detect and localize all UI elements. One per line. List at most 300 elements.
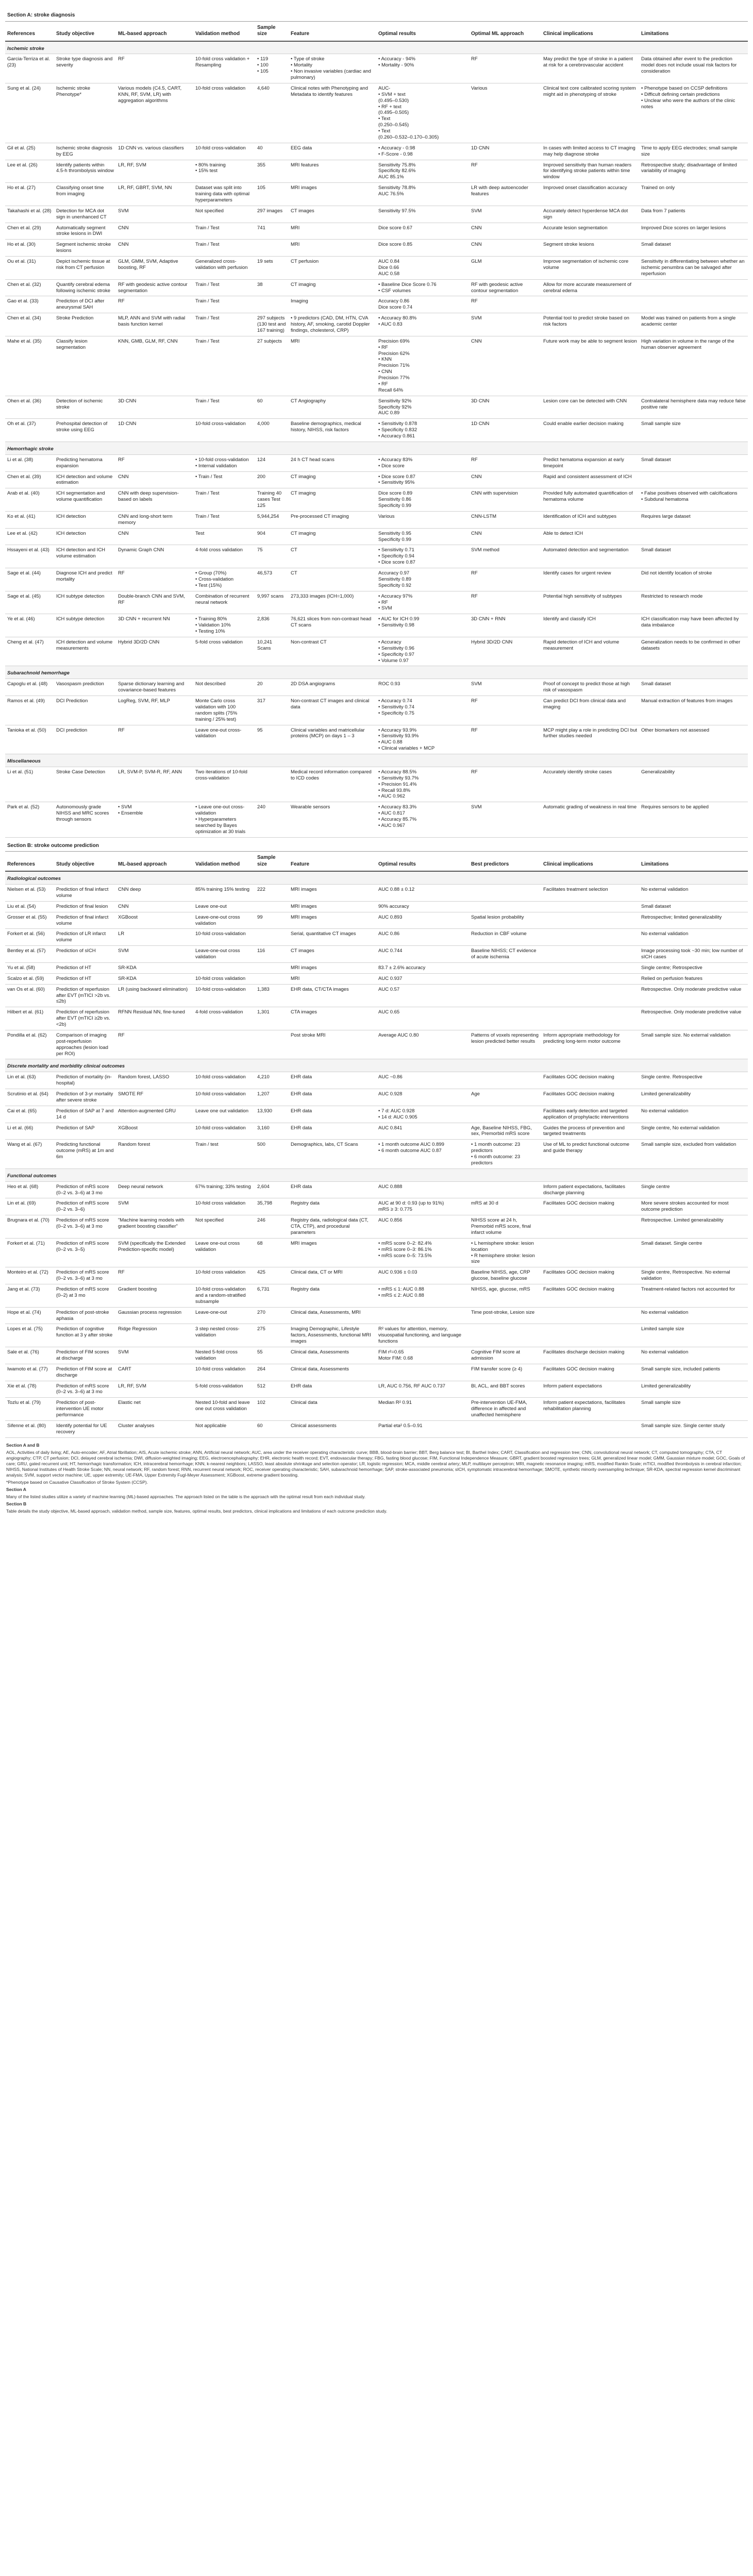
table-row (5, 545, 748, 568)
table-row (5, 1364, 748, 1381)
table-cell: ICH detection (54, 528, 116, 545)
table-cell: MLP, ANN and SVM with radial basis function kernel (116, 313, 193, 336)
table-cell: Not applicable (193, 1420, 255, 1437)
table-cell: SMOTE RF (116, 1089, 193, 1106)
table-cell: • Accuracy 83.3% • AUC 0.817 • Accuracy 85.7% • AUC 0.967 (376, 802, 469, 837)
table-cell: Manual extraction of features from images (639, 696, 748, 725)
table-cell: Jang et al. (73) (5, 1284, 54, 1308)
table-cell: Bentley et al. (57) (5, 946, 54, 963)
table-cell: RF (469, 296, 541, 313)
table-cell: Able to detect ICH (541, 528, 639, 545)
table-cell: Retrospective; limited generalizability (639, 912, 748, 929)
table-cell: Prediction of reperfusion after EVT (mTICI >2b vs. ≤2b) (54, 984, 116, 1007)
table-cell: EEG data (289, 143, 376, 160)
table-cell: • SVM • Ensemble (116, 802, 193, 837)
table-cell: • Phenotype based on CCSP definitions • Difficult defining certain predictions • Unclear who were the authors of the clinic notes (639, 83, 748, 143)
table-cell: RF (116, 725, 193, 754)
table-cell (255, 973, 289, 984)
table-cell: High variation in volume in the range of the human observer agreement (639, 336, 748, 396)
column-header: Clinical implications (541, 21, 639, 41)
table-cell: Facilitates GOC decision making (541, 1364, 639, 1381)
table-cell: Stroke type diagnosis and severity (54, 54, 116, 83)
table-cell: • Train / Test (193, 471, 255, 488)
table-cell: Segment ischemic stroke lesions (54, 240, 116, 257)
table-cell: Tanioka et al. (50) (5, 725, 54, 754)
table-cell: ICH detection and volume measurements (54, 637, 116, 666)
table-cell: AUC 0.937 (376, 973, 469, 984)
table-cell: Rapid and consistent assessment of ICH (541, 471, 639, 488)
table-cell: 270 (255, 1307, 289, 1324)
group-title: Discrete mortality and morbidity clinical outcomes (5, 1059, 748, 1072)
table-cell: • 9 predictors (CAD, DM, HTN, CVA history, AF, smoking, carotid Doppler findings, cholesterol, CRP) (289, 313, 376, 336)
table-cell: LogReg, SVM, RF, MLP (116, 696, 193, 725)
table-cell: 10-fold cross-validation and a random-stratified subsample (193, 1284, 255, 1308)
table-cell: CNN (469, 471, 541, 488)
table-cell: AUC 0.893 (376, 912, 469, 929)
table-cell: Ko et al. (41) (5, 511, 54, 528)
table-cell: Sensitivity 75.8% Specificity 82.6% AUC 85.1% (376, 160, 469, 183)
table-cell: Small dataset (639, 679, 748, 696)
table-cell (255, 901, 289, 912)
table-cell: EHR data (289, 1106, 376, 1123)
table-cell: Test (193, 528, 255, 545)
table-row (5, 962, 748, 973)
table-cell: Inform patient expectations, facilitates rehabilitation planning (541, 1398, 639, 1421)
table-cell: Gao et al. (33) (5, 296, 54, 313)
table-cell: "Machine learning models with gradient boosting classifier" (116, 1215, 193, 1239)
table-row (5, 973, 748, 984)
table-cell: RF (469, 767, 541, 802)
table-cell: Facilitates discharge decision making (541, 1347, 639, 1364)
table-cell: • Accuracy • Sensitivity 0.96 • Specificity 0.97 • Volume 0.97 (376, 637, 469, 666)
table-cell: FIM r²=0.65 Motor FIM: 0.68 (376, 1347, 469, 1364)
table-cell: Small dataset (639, 454, 748, 471)
table-row (5, 83, 748, 143)
table-cell: MRI images (289, 901, 376, 912)
table-cell: Random forest, LASSO (116, 1072, 193, 1089)
table-cell: Clinical variables and matricellular proteins (MCP) on days 1 – 3 (289, 725, 376, 754)
table-cell: Comparison of imaging post-reperfusion approaches (lesion load per ROI) (54, 1030, 116, 1059)
table-cell: SVM (469, 206, 541, 223)
section-title: Section B: stroke outcome prediction (5, 837, 748, 852)
table-cell: No external validation (639, 1307, 748, 1324)
table-row (5, 511, 748, 528)
group-title: Radiological outcomes (5, 871, 748, 884)
group-title: Functional outcomes (5, 1168, 748, 1181)
table-cell: RF (469, 568, 541, 591)
table-cell: 4-fold cross-validation (193, 1007, 255, 1030)
table-cell: Wang et al. (67) (5, 1140, 54, 1169)
table-row (5, 143, 748, 160)
table-cell: 5-fold cross-validation (193, 1381, 255, 1398)
table-cell: 3,160 (255, 1123, 289, 1140)
table-cell: EHR data (289, 1123, 376, 1140)
table-cell: Automatically segment stroke lesions in DWI (54, 223, 116, 240)
table-cell: Train / Test (193, 336, 255, 396)
table-row (5, 1072, 748, 1089)
table-cell: Train / Test (193, 240, 255, 257)
table-cell: Small sample size. No external validation (639, 1030, 748, 1059)
table-cell: Prediction of HT (54, 973, 116, 984)
table-cell: Single centre; Retrospective (639, 962, 748, 973)
table-cell: Retrospective. Only moderate predictive value (639, 984, 748, 1007)
table-cell: RF with geodesic active contour segmentation (469, 279, 541, 296)
table-cell: LR, RF, SVM (116, 160, 193, 183)
table-cell: Vasospasm prediction (54, 679, 116, 696)
table-cell: 10-fold cross-validation (193, 929, 255, 946)
footnote-a-text: Many of the listed studies utilize a variety of machine learning (ML)-based approaches. The approach listed on the table is the approach with the optimal result from each individual study. (6, 1494, 366, 1499)
table-cell: Chen et al. (34) (5, 313, 54, 336)
table-cell: • 119 • 100 • 105 (255, 54, 289, 83)
table-row (5, 885, 748, 902)
table-cell: Generalizability (639, 767, 748, 802)
table-row (5, 1106, 748, 1123)
table-cell: mRS at 30 d (469, 1198, 541, 1215)
table-cell: Hssayeni et al. (43) (5, 545, 54, 568)
table-cell (469, 1106, 541, 1123)
table-cell: 9,997 scans (255, 591, 289, 614)
table-cell: ICH detection and ICH volume estimation (54, 545, 116, 568)
table-row (5, 1398, 748, 1421)
table-cell: Other biomarkers not assessed (639, 725, 748, 754)
table-row (5, 568, 748, 591)
table-cell: Nested 5-fold cross validation (193, 1347, 255, 1364)
table-cell: Hilbert et al. (61) (5, 1007, 54, 1030)
table-cell: Small dataset (639, 901, 748, 912)
table-cell: Detection for MCA dot sign in unenhanced CT (54, 206, 116, 223)
table-cell: Prediction of mRS score (0–2 vs. 3–5) (54, 1238, 116, 1267)
table-cell: SVM (469, 802, 541, 837)
table-cell (541, 1420, 639, 1437)
table-cell: Registry data (289, 1284, 376, 1308)
footnote-ab-title: Section A and B (6, 1442, 40, 1448)
table-row (5, 1140, 748, 1169)
table-cell: SVM (469, 313, 541, 336)
table-row (5, 313, 748, 336)
table-cell: Limited generalizability (639, 1381, 748, 1398)
table-cell: CNN (116, 528, 193, 545)
table-cell: ICH classification may have been affected by data imbalance (639, 614, 748, 637)
table-cell: CT imaging (289, 528, 376, 545)
table-cell (469, 984, 541, 1007)
table-cell: Improved Dice scores on larger lesions (639, 223, 748, 240)
footnote-phenotype: *Phenotype based on Causative Classification of Stroke System (CCSP). (6, 1479, 148, 1485)
table-cell: Prediction of mRS score (0–2 vs. 3–6) at 3 mo (54, 1181, 116, 1198)
footnote-a-title: Section A (6, 1486, 26, 1492)
table-cell: RF (469, 696, 541, 725)
table-cell: Patterns of voxels representing lesion predicted better results (469, 1030, 541, 1059)
table-cell: Gil et al. (25) (5, 143, 54, 160)
table-cell: Lin et al. (63) (5, 1072, 54, 1089)
table-cell: Chen et al. (39) (5, 471, 54, 488)
table-cell: RF (469, 160, 541, 183)
table-cell: Tozlu et al. (79) (5, 1398, 54, 1421)
table-cell: Model was trained on patients from a single academic center (639, 313, 748, 336)
table-cell: Improved sensitivity than human readers for identifying stroke patients within time window (541, 160, 639, 183)
table-cell: SR-KDA (116, 962, 193, 973)
table-cell: Inform patient expectations, facilitates discharge planning (541, 1181, 639, 1198)
table-cell: RFNN Residual NN, fine-tuned (116, 1007, 193, 1030)
table-cell: CNN (116, 240, 193, 257)
table-cell: • 7 d: AUC 0.928 • 14 d: AUC 0.905 (376, 1106, 469, 1123)
table-cell: RF (116, 454, 193, 471)
table-cell: Serial, quantitative CT images (289, 929, 376, 946)
table-cell: Park et al. (52) (5, 802, 54, 837)
table-cell: Various models (C4.5, CART, KNN, RF, SVM, LR) with aggregation algorithms (116, 83, 193, 143)
table-cell: CART (116, 1364, 193, 1381)
table-cell: XGBoost (116, 1123, 193, 1140)
table-cell: CT Angiography (289, 396, 376, 419)
table-cell: RF (116, 1267, 193, 1284)
table-cell: 6,731 (255, 1284, 289, 1308)
table-cell: Automated detection and segmentation (541, 545, 639, 568)
table-cell: More severe strokes accounted for most outcome prediction (639, 1198, 748, 1215)
table-cell: Small sample size. Single center study (639, 1420, 748, 1437)
stroke-ml-table (5, 7, 748, 1438)
table-cell: Scrutinio et al. (64) (5, 1089, 54, 1106)
table-row (5, 1123, 748, 1140)
table-row (5, 1420, 748, 1437)
table-cell: 55 (255, 1347, 289, 1364)
table-cell: 5-fold cross validation (193, 637, 255, 666)
table-cell: Cai et al. (65) (5, 1106, 54, 1123)
table-cell: 2,836 (255, 614, 289, 637)
table-cell: Sensitivity 97.5% (376, 206, 469, 223)
table-cell: Prediction of sICH (54, 946, 116, 963)
table-cell: 1,301 (255, 1007, 289, 1030)
table-cell: Non-contrast CT (289, 637, 376, 666)
table-cell: ICH detection (54, 511, 116, 528)
table-cell: MRI features (289, 160, 376, 183)
table-cell: Iwamoto et al. (77) (5, 1364, 54, 1381)
table-cell: NIHSS score at 24 h, Premorbid mRS score, final infarct volume (469, 1215, 541, 1239)
table-cell: Proof of concept to predict those at high risk of vasospasm (541, 679, 639, 696)
table-cell (469, 1420, 541, 1437)
table-row (5, 1284, 748, 1308)
column-header: Limitations (639, 21, 748, 41)
table-cell: Identification of ICH and subtypes (541, 511, 639, 528)
table-cell: MRI images (289, 885, 376, 902)
table-cell: MRI (289, 973, 376, 984)
table-cell: • Accuracy 80.8% • AUC 0.83 (376, 313, 469, 336)
footnote-b-text: Table details the study objective, ML-based approach, validation method, sample size, features, optimal results, best predictors, clinical implications and limitations of each outcome prediction study. (6, 1509, 388, 1514)
column-header: Feature (289, 852, 376, 872)
table-cell: Stroke Prediction (54, 313, 116, 336)
table-cell: Average AUC 0.80 (376, 1030, 469, 1059)
table-cell: Lin et al. (69) (5, 1198, 54, 1215)
table-cell: • False positives observed with calcifications • Subdural hematoma (639, 488, 748, 512)
group-row (5, 442, 748, 454)
table-cell: 105 (255, 183, 289, 206)
table-cell: Small sample size (639, 419, 748, 442)
table-cell: Forkert et al. (71) (5, 1238, 54, 1267)
table-cell: SVM method (469, 545, 541, 568)
table-row (5, 223, 748, 240)
table-cell: Predicting functional outcome (mRS) at 1m and 6m (54, 1140, 116, 1169)
table-cell: Inform appropriate methodology for predicting long-term motor outcome (541, 1030, 639, 1059)
table-cell: EHR data, CT/CTA images (289, 984, 376, 1007)
table-cell: Time post-stroke, Lesion size (469, 1307, 541, 1324)
table-cell: Spatial lesion probability (469, 912, 541, 929)
table-cell: 3D CNN (469, 396, 541, 419)
table-cell: Monteiro et al. (72) (5, 1267, 54, 1284)
table-cell: Single centre, Retrospective. No external validation (639, 1267, 748, 1284)
table-cell: Dynamic Graph CNN (116, 545, 193, 568)
table-cell: Median R² 0.91 (376, 1398, 469, 1421)
table-cell: No external validation (639, 1106, 748, 1123)
table-cell: 24 h CT head scans (289, 454, 376, 471)
table-cell: Single centre. Retrospective (639, 1072, 748, 1089)
table-cell: AUC 0.936 ± 0.03 (376, 1267, 469, 1284)
table-row (5, 336, 748, 396)
table-cell: Ridge Regression (116, 1324, 193, 1347)
table-cell: R² values for attention, memory, visuospatial functioning, and language functions (376, 1324, 469, 1347)
table-cell (469, 901, 541, 912)
table-cell: 297 subjects (130 test and 167 training) (255, 313, 289, 336)
table-cell: Chen et al. (29) (5, 223, 54, 240)
table-cell: Oh et al. (37) (5, 419, 54, 442)
table-cell: 264 (255, 1364, 289, 1381)
table-cell: 10-fold cross validation + Resampling (193, 54, 255, 83)
table-cell: Facilitates treatment selection (541, 885, 639, 902)
table-cell: Imaging (289, 296, 376, 313)
table-cell: LR (using backward elimination) (116, 984, 193, 1007)
table-cell: 2,604 (255, 1181, 289, 1198)
table-cell: Combination of recurrent neural network (193, 591, 255, 614)
table-cell (541, 984, 639, 1007)
table-cell: Detection of ischemic stroke (54, 396, 116, 419)
table-cell: Scalzo et al. (59) (5, 973, 54, 984)
table-cell: 35,798 (255, 1198, 289, 1215)
table-cell: Baseline NIHSS, age, CRP glucose, baseline glucose (469, 1267, 541, 1284)
table-cell: 95 (255, 725, 289, 754)
table-cell: 1D CNN (469, 143, 541, 160)
table-cell: 40 (255, 143, 289, 160)
table-cell: SVM (116, 1347, 193, 1364)
table-cell: Various (376, 511, 469, 528)
table-cell: RF (116, 296, 193, 313)
table-cell: Forkert et al. (56) (5, 929, 54, 946)
table-cell: 10-fold cross-validation (193, 419, 255, 442)
table-cell: 10,241 Scans (255, 637, 289, 666)
table-cell: AUC 0.928 (376, 1089, 469, 1106)
table-cell: Deep neural network (116, 1181, 193, 1198)
footnote-b-title: Section B (6, 1501, 27, 1507)
column-header: Optimal results (376, 21, 469, 41)
table-cell: Train / Test (193, 223, 255, 240)
table-cell: 3D CNN + recurrent NN (116, 614, 193, 637)
table-cell: AUC 0.888 (376, 1181, 469, 1198)
table-cell: Improve segmentation of ischemic core volume (541, 257, 639, 280)
table-cell: MRI (289, 223, 376, 240)
table-cell (469, 973, 541, 984)
table-cell: XGBoost (116, 912, 193, 929)
table-cell: Predicting hematoma expansion (54, 454, 116, 471)
table-cell: 116 (255, 946, 289, 963)
table-cell: Prediction of post-stroke aphasia (54, 1307, 116, 1324)
table-cell (255, 962, 289, 973)
table-row (5, 1215, 748, 1239)
table-row (5, 802, 748, 837)
table-cell: AUC ~0.86 (376, 1072, 469, 1089)
table-cell (469, 1007, 541, 1030)
table-cell: Identify and classify ICH (541, 614, 639, 637)
table-cell: Li et al. (38) (5, 454, 54, 471)
table-cell: RF (116, 54, 193, 83)
table-cell: CNN and long-short term memory (116, 511, 193, 528)
table-cell (541, 962, 639, 973)
table-cell: Potential high sensitivity of subtypes (541, 591, 639, 614)
table-cell: MRI (289, 240, 376, 257)
table-cell: Small sample size, excluded from validation (639, 1140, 748, 1169)
table-row (5, 1030, 748, 1059)
table-cell: 99 (255, 912, 289, 929)
table-cell: Data from 7 patients (639, 206, 748, 223)
table-cell: Retrospective. Limited generalizability (639, 1215, 748, 1239)
table-cell: Registry data, radiological data (CT, CTA, CTP), and procedural parameters (289, 1215, 376, 1239)
table-cell: Leave one-out (193, 901, 255, 912)
table-cell: Attention-augmented GRU (116, 1106, 193, 1123)
table-cell: Allow for more accurate measurement of cerebral edema (541, 279, 639, 296)
table-cell: Monte Carlo cross validation with 100 random splits (75% training / 25% test) (193, 696, 255, 725)
table-row (5, 1267, 748, 1284)
group-row (5, 1168, 748, 1181)
table-cell: Training 40 cases Test 125 (255, 488, 289, 512)
table-cell: Random forest (116, 1140, 193, 1169)
table-cell: 1,207 (255, 1089, 289, 1106)
table-cell: CNN (116, 901, 193, 912)
table-cell: Leave-one-out cross validation (193, 946, 255, 963)
table-cell (469, 1181, 541, 1198)
table-cell: Age, Baseline NIHSS, FBG, sex, Premorbid mRS score (469, 1123, 541, 1140)
table-cell: Leave-one-out cross validation (193, 912, 255, 929)
table-cell: Prediction of mRS score (0–2 vs. 3–6) (54, 1198, 116, 1215)
table-cell: Did not identify location of stroke (639, 568, 748, 591)
table-cell: • Type of stroke • Mortality • Non invasive variables (cardiac and pulmonary) (289, 54, 376, 83)
column-header: References (5, 852, 54, 872)
table-row (5, 946, 748, 963)
table-cell: GLM, GMM, SVM, Adaptive boosting, RF (116, 257, 193, 280)
table-cell: 10-fold cross validation (193, 1267, 255, 1284)
table-cell: 20 (255, 679, 289, 696)
table-cell: Small dataset. Single centre (639, 1238, 748, 1267)
table-cell: Train / Test (193, 279, 255, 296)
table-row (5, 637, 748, 666)
table-row (5, 767, 748, 802)
table-cell: • 10-fold cross-validation • Internal validation (193, 454, 255, 471)
table-cell: In cases with limited access to CT imaging may help diagnose stroke (541, 143, 639, 160)
table-cell: Classifying onset time from imaging (54, 183, 116, 206)
table-row (5, 419, 748, 442)
table-cell: Xie et al. (78) (5, 1381, 54, 1398)
table-cell: 4,210 (255, 1072, 289, 1089)
table-cell: • mRS ≤ 1: AUC 0.88 • mRS ≤ 2: AUC 0.88 (376, 1284, 469, 1308)
table-cell (376, 1307, 469, 1324)
table-cell: LR (116, 929, 193, 946)
table-cell (469, 1324, 541, 1347)
table-cell: Lesion core can be detected with CNN (541, 396, 639, 419)
table-cell: Facilitates GOC decision making (541, 1284, 639, 1308)
table-cell: Diagnose ICH and predict mortality (54, 568, 116, 591)
table-cell: Dice score 0.67 (376, 223, 469, 240)
table-cell: FIM transfer score (≥ 4) (469, 1364, 541, 1381)
column-header: ML-based approach (116, 852, 193, 872)
table-row (5, 725, 748, 754)
column-header: Optimal ML approach (469, 21, 541, 41)
table-cell: CNN-LSTM (469, 511, 541, 528)
table-cell: 4,640 (255, 83, 289, 143)
table-cell: Prediction of final lesion (54, 901, 116, 912)
